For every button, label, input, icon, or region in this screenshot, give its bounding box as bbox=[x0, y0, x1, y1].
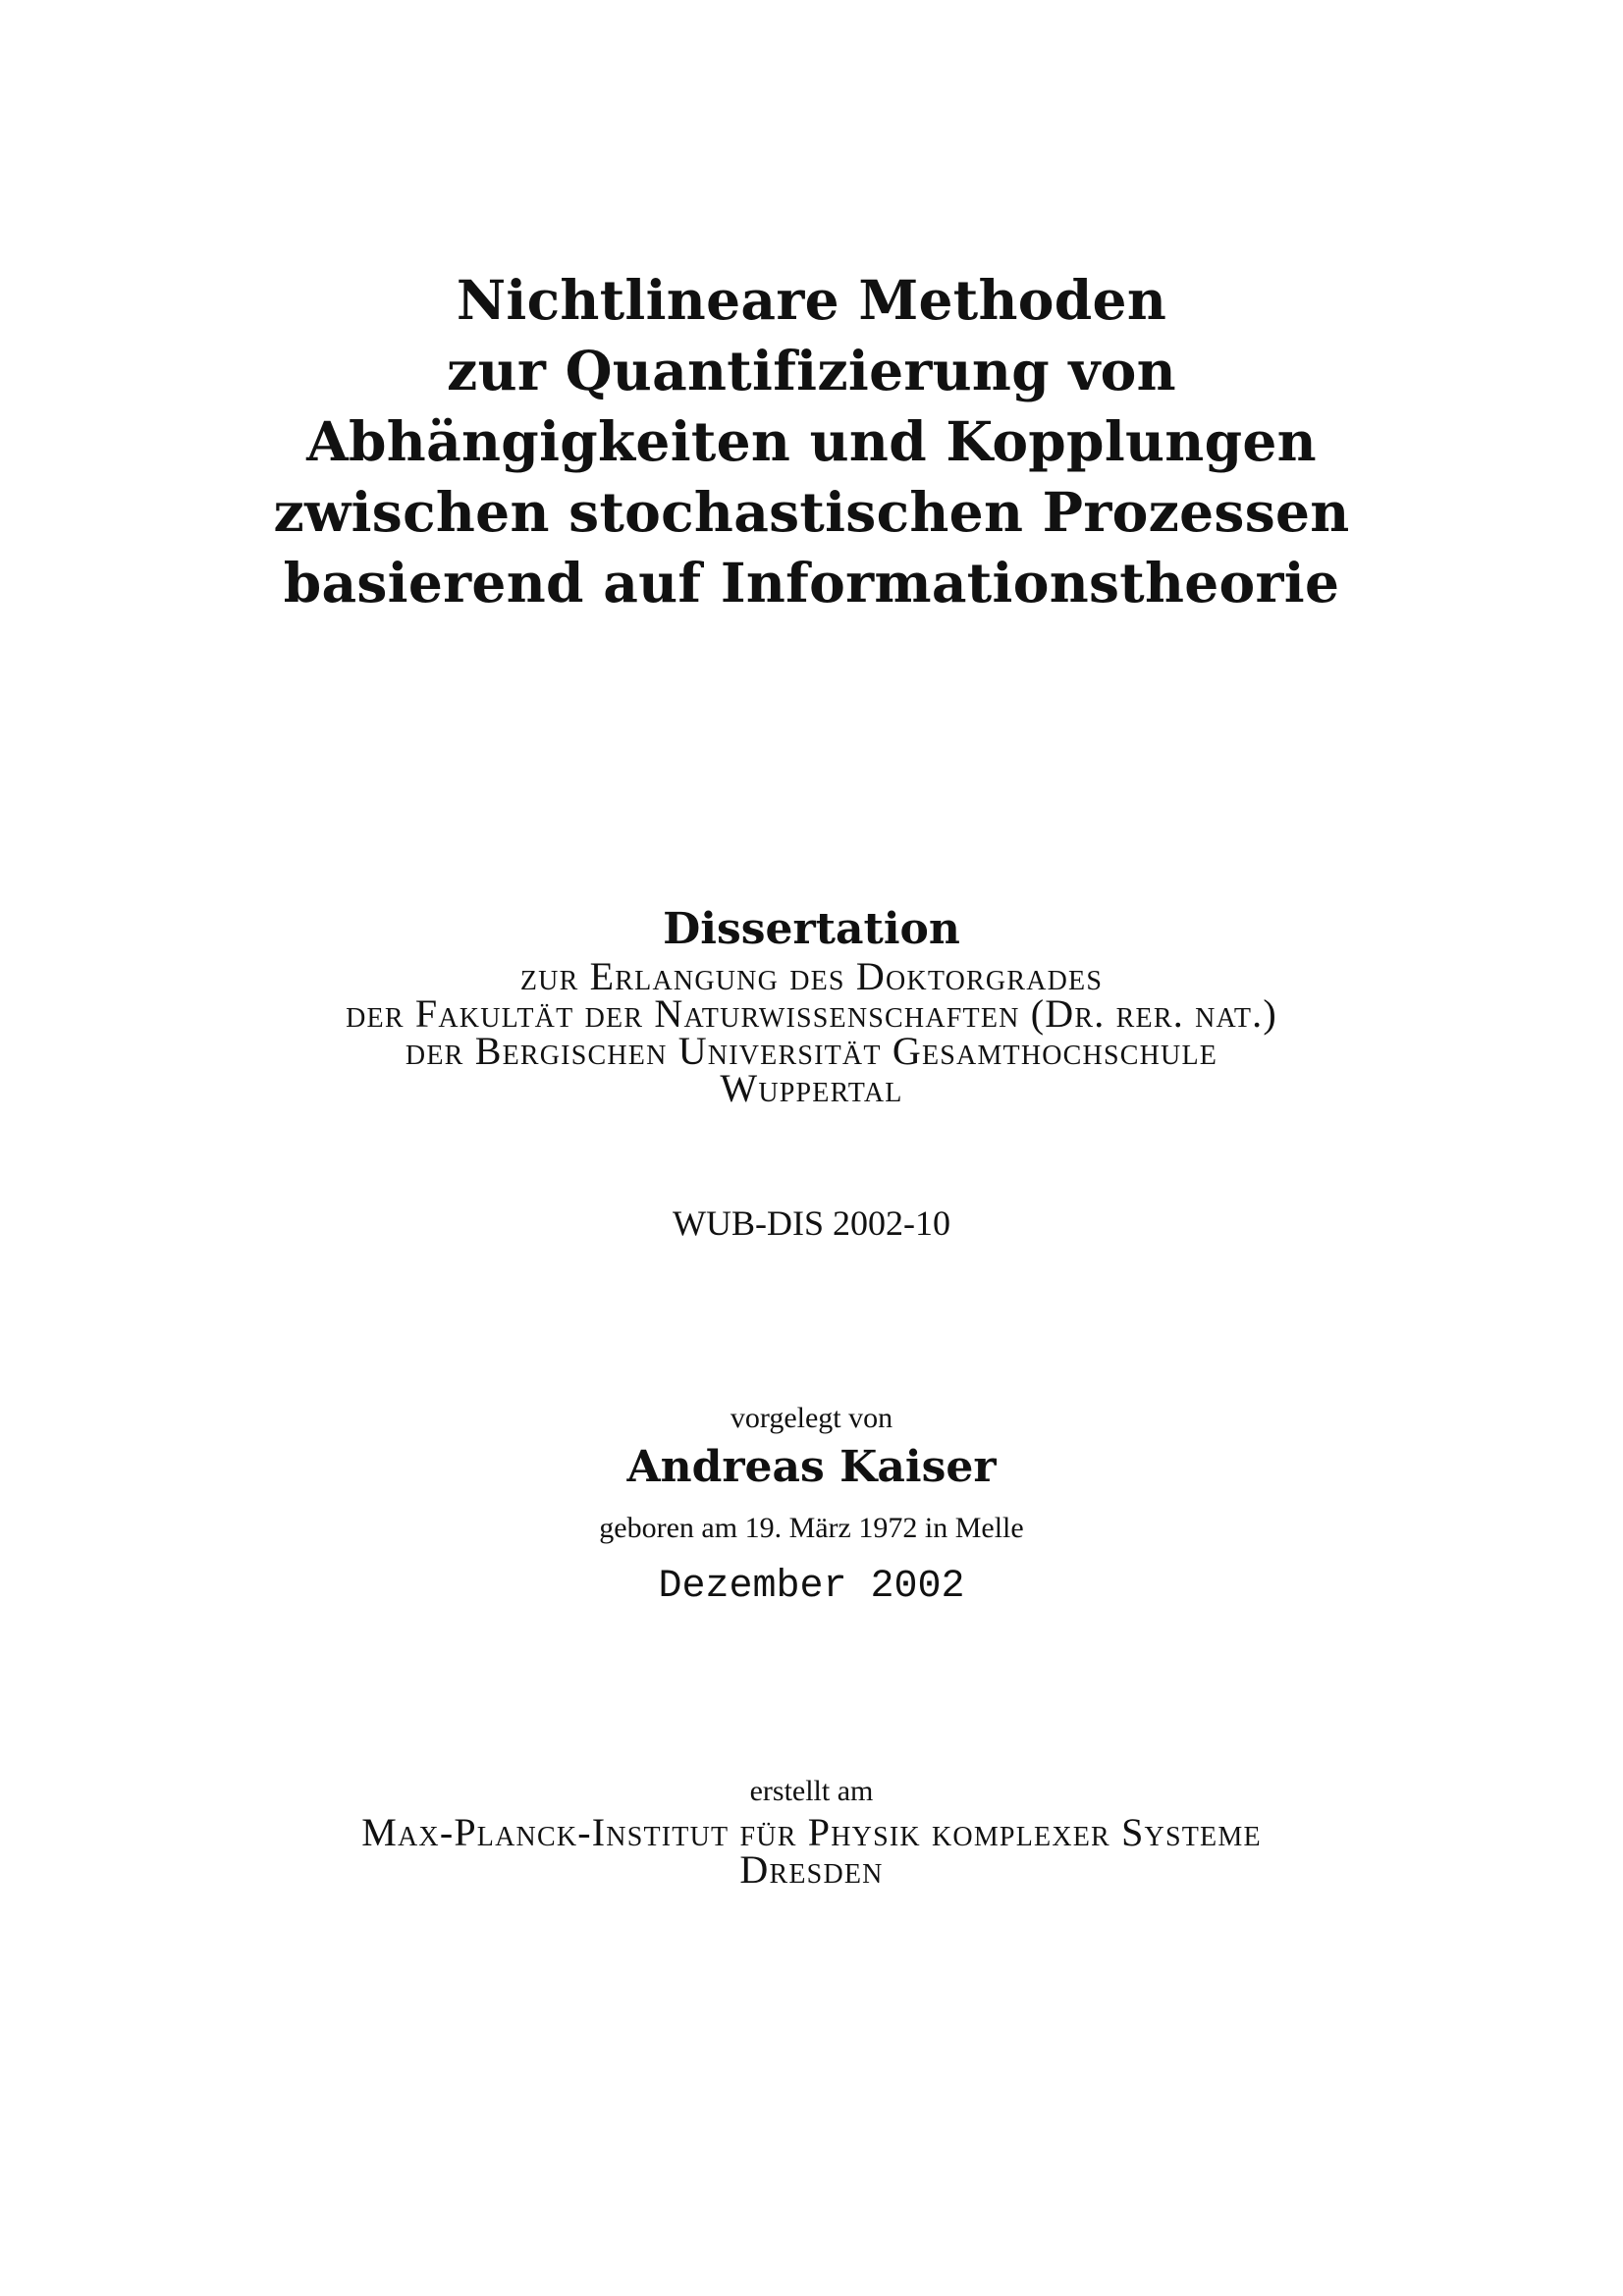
author-name: Andreas Kaiser bbox=[626, 1442, 997, 1492]
title-line: Abhängigkeiten und Kopplungen bbox=[306, 409, 1317, 473]
created-at-label: erstellt am bbox=[749, 1775, 874, 1807]
institution-line: Max-Planck-Institut für Physik komplexer Systeme bbox=[361, 1810, 1262, 1854]
dissertation-description bbox=[0, 954, 1623, 1110]
dissertation-line: der Bergischen Universität Gesamthochschule bbox=[405, 1029, 1218, 1073]
dissertation-block bbox=[0, 901, 1623, 1110]
author-birth-info: geboren am 19. März 1972 in Melle bbox=[599, 1512, 1024, 1544]
dissertation-heading: Dissertation bbox=[663, 904, 960, 954]
presented-by-label: vorgelegt von bbox=[730, 1402, 893, 1434]
submission-date: Dezember 2002 bbox=[658, 1565, 965, 1609]
thesis-title bbox=[0, 265, 1623, 618]
institution bbox=[0, 1810, 1623, 1892]
dissertation-line: zur Erlangung des Doktorgrades bbox=[519, 954, 1104, 998]
title-line: Nichtlineare Methoden bbox=[456, 268, 1167, 332]
institution-line: Dresden bbox=[739, 1847, 884, 1892]
dissertation-line: der Fakultät der Naturwissenschaften (Dr. rer. nat.) bbox=[346, 991, 1277, 1036]
dissertation-line: Wuppertal bbox=[720, 1066, 903, 1110]
report-number: WUB-DIS 2002-10 bbox=[673, 1203, 950, 1243]
title-line: basierend auf Informationstheorie bbox=[283, 551, 1340, 614]
title-line: zur Quantifizierung von bbox=[447, 339, 1176, 402]
title-line: zwischen stochastischen Prozessen bbox=[273, 480, 1350, 544]
